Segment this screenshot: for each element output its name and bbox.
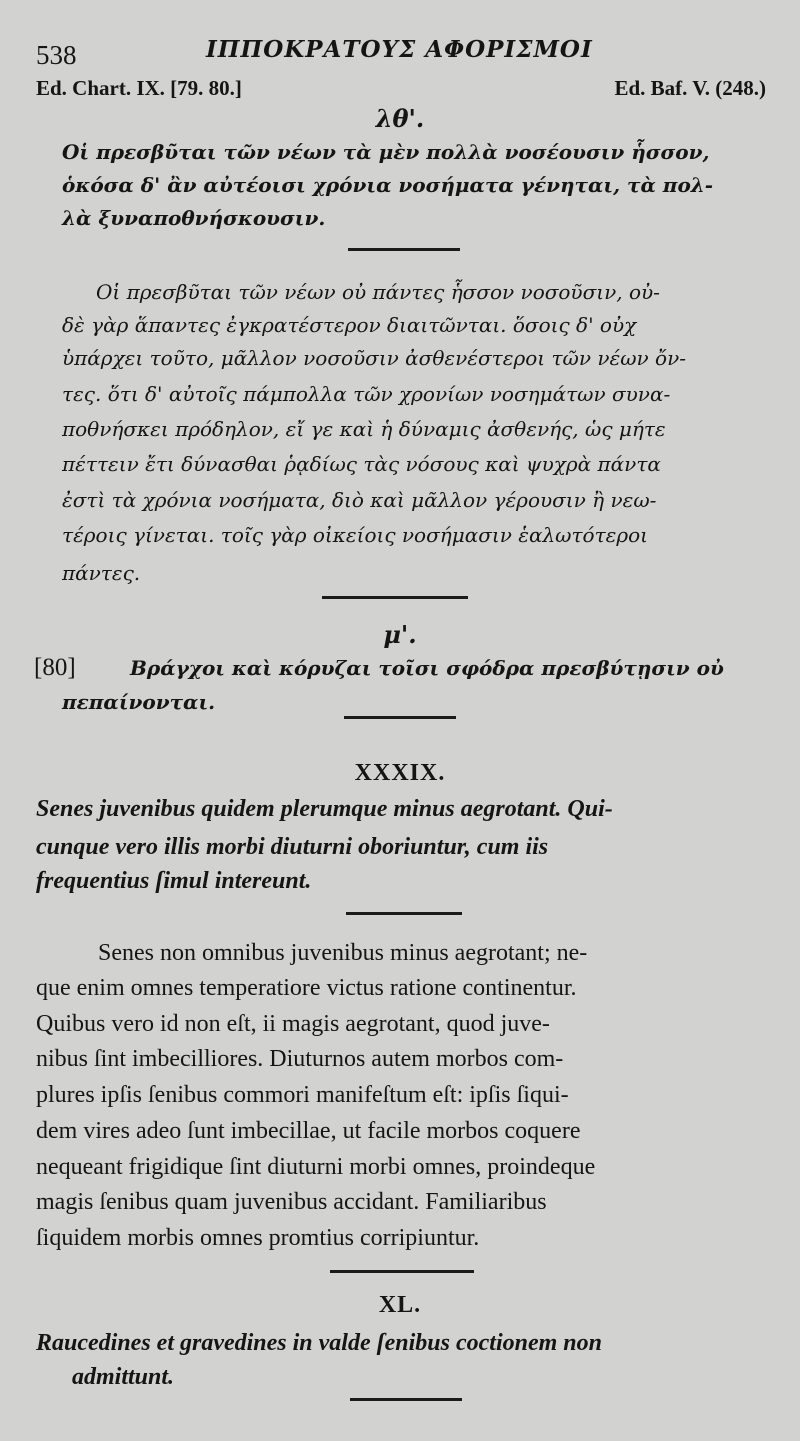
section-number-greek-39: λθ'. (375, 104, 425, 133)
commentary-line: ὑπάρχει τοῦτο, μᾶλλον νοσοῦσιν ἀσθενέστεροι τῶν νέων ὄν- (62, 346, 687, 370)
edition-reference-left: Ed. Chart. IX. [79. 80.] (36, 76, 242, 100)
section-number-latin-40: XL. (378, 1292, 422, 1318)
commentary-line: Quibus vero id non eſt, ii magis aegrotant, quod juve- (36, 1011, 550, 1037)
section-number-latin-39: XXXIX. (354, 760, 446, 786)
aphorism-line: Οἱ πρεσβῦται τῶν νέων τὰ μὲν πολλὰ νοσέουσιν ἧσσον, (62, 140, 710, 164)
aphorism-line: cunque vero illis morbi diuturni oboriuntur, cum iis (36, 834, 549, 860)
commentary-line: ἐστὶ τὰ χρόνια νοσήματα, διὸ καὶ μᾶλλον γέρουσιν ἢ νεω- (62, 488, 657, 512)
commentary-line: dem vires adeo ſunt imbecillae, ut facile morbos coquere (36, 1118, 581, 1144)
commentary-line: ſiquidem morbis omnes promtius corripiuntur. (36, 1225, 480, 1251)
section-divider (348, 248, 460, 251)
commentary-line: nequeant frigidique ſint diuturni morbi omnes, proindeque (36, 1154, 596, 1180)
commentary-line: πέττειν ἔτι δύνασθαι ῥᾳδίως τὰς νόσους καὶ ψυχρὰ πάντα (62, 452, 661, 476)
commentary-line: δὲ γὰρ ἅπαντες ἐγκρατέστερον διαιτῶνται. ὅσοις δ' οὐχ (62, 313, 637, 337)
running-title: ΙΠΠΟΚΡΑΤΟΥΣ ΑΦΟΡΙΣΜΟΙ (206, 36, 593, 63)
edition-reference-right: Ed. Baf. V. (248.) (614, 76, 766, 100)
commentary-line: Senes non omnibus juvenibus minus aegrotant; ne- (98, 940, 588, 966)
section-divider (350, 1398, 462, 1401)
aphorism-line: frequentius ſimul intereunt. (36, 868, 312, 894)
commentary-line: τες. ὅτι δ' αὐτοῖς πάμπολλα τῶν χρονίων νοσημάτων συνα- (62, 382, 671, 406)
commentary-line: τέροις γίνεται. τοῖς γὰρ οἰκείοις νοσήμασιν ἑαλωτότεροι (62, 523, 649, 547)
aphorism-line: Raucedines et gravedines in valde ſenibus coctionem non (36, 1330, 602, 1356)
section-divider (322, 596, 468, 599)
commentary-line: ποθνήσκει πρόδηλον, εἴ γε καὶ ἡ δύναμις ἀσθενής, ὡς μήτε (62, 417, 666, 441)
section-divider (330, 1270, 474, 1273)
commentary-line: Οἱ πρεσβῦται τῶν νέων οὐ πάντες ἧσσον νοσοῦσιν, οὐ- (96, 280, 660, 304)
aphorism-line: Senes juvenibus quidem plerumque minus aegrotant. Qui- (36, 796, 613, 822)
section-divider (346, 912, 462, 915)
commentary-line: magis ſenibus quam juvenibus accidant. Familiaribus (36, 1189, 547, 1215)
aphorism-line: ὁκόσα δ' ἂν αὐτέοισι χρόνια νοσήματα γένηται, τὰ πολ- (62, 173, 714, 197)
section-divider (344, 716, 456, 719)
page-marker: [80] (34, 654, 76, 681)
commentary-line: πάντες. (62, 561, 141, 585)
aphorism-line: Βράγχοι καὶ κόρυζαι τοῖσι σφόδρα πρεσβύτῃσιν οὐ (130, 656, 724, 680)
aphorism-line: admittunt. (72, 1364, 175, 1390)
commentary-line: nibus ſint imbecilliores. Diuturnos autem morbos com- (36, 1046, 564, 1072)
commentary-line: plures ipſis ſenibus commori manifeſtum eſt: ipſis ſiqui- (36, 1082, 569, 1108)
aphorism-line: πεπαίνονται. (62, 690, 216, 714)
section-number-greek-40: μ'. (383, 620, 417, 649)
page-number: 538 (36, 40, 77, 70)
commentary-line: que enim omnes temperatiore victus ratione continentur. (36, 975, 577, 1001)
aphorism-line: λὰ ξυναποθνήσκουσιν. (62, 206, 326, 230)
